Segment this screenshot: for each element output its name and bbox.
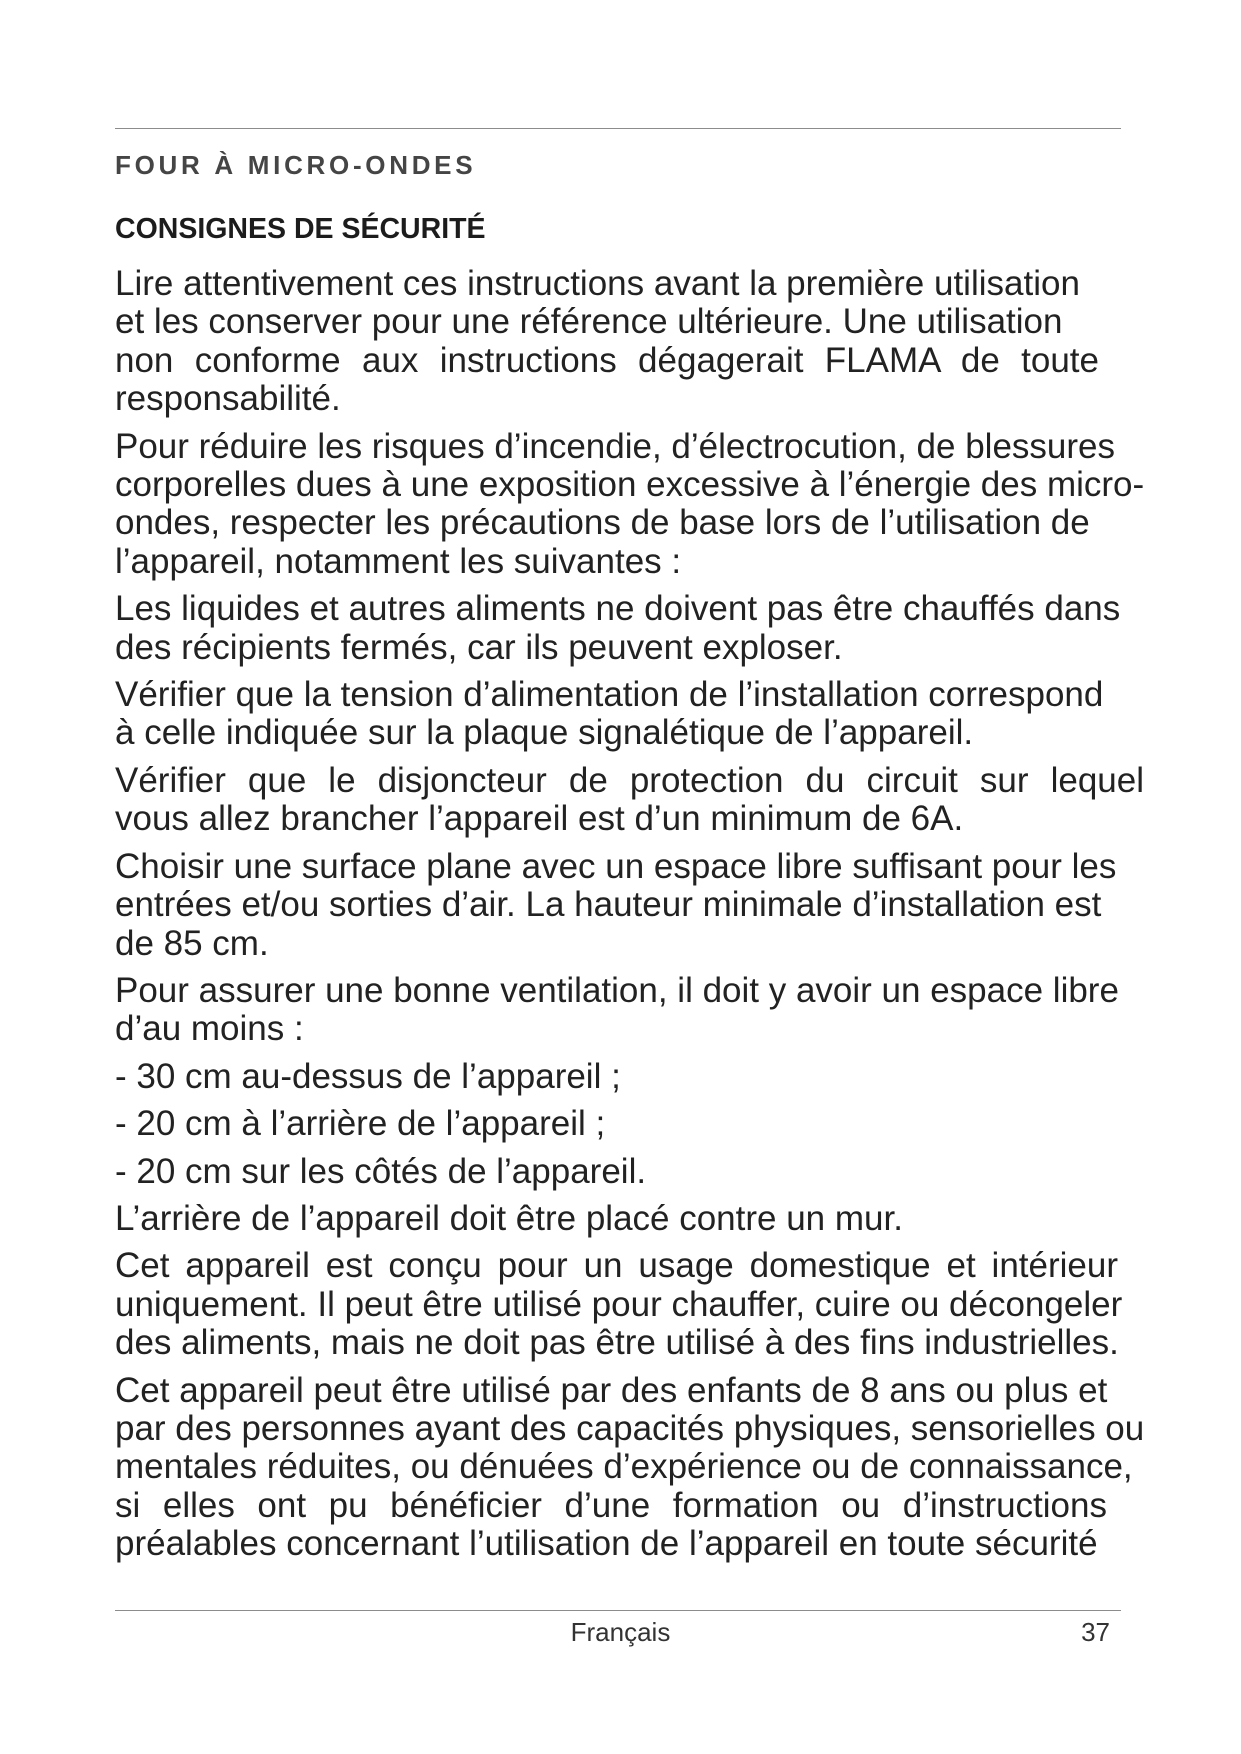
paragraph-domestic-use: [115, 1247, 1215, 1362]
text-line: corporelles dues à une exposition excessive à l’énergie des micro-: [115, 465, 1145, 505]
text-line: mentales réduites, ou dénuées d’expérience ou de connaissance,: [115, 1447, 1133, 1487]
header-rule: [115, 128, 1121, 129]
text-line: L’arrière de l’appareil doit être placé contre un mur.: [115, 1198, 903, 1238]
text-line: à celle indiquée sur la plaque signalétique de l’appareil.: [115, 713, 974, 753]
list-item-clearance-rear: [115, 1105, 1215, 1143]
text-line: - 20 cm sur les côtés de l’appareil.: [115, 1151, 647, 1191]
footer-language: Français: [570, 1617, 671, 1647]
paragraph-reading-instructions: [115, 265, 1215, 419]
paragraph-supply-voltage: [115, 676, 1215, 753]
paragraph-installation-surface: [115, 848, 1215, 963]
text-line: Cet appareil est conçu pour un usage domestique et intérieur: [115, 1246, 1118, 1286]
footer-rule: [115, 1610, 1121, 1611]
text-line: et les conserver pour une référence ultérieure. Une utilisation: [115, 302, 1063, 342]
page-number: 37: [1081, 1617, 1110, 1647]
paragraph-circuit-breaker: [115, 762, 1215, 839]
text-line: Cet appareil peut être utilisé par des enfants de 8 ans ou plus et: [115, 1370, 1108, 1410]
text-line: préalables concernant l’utilisation de l’appareil en toute sécurité: [115, 1524, 1098, 1564]
text-line: - 30 cm au-dessus de l’appareil ;: [115, 1056, 621, 1096]
text-line: Vérifier que la tension d’alimentation de l’installation correspond: [115, 675, 1104, 715]
text-line: vous allez brancher l’appareil est d’un minimum de 6A.: [115, 799, 964, 839]
list-item-clearance-sides: [115, 1153, 1215, 1191]
page-heading: CONSIGNES DE SÉCURITÉ: [115, 213, 486, 245]
text-line: Pour assurer une bonne ventilation, il doit y avoir un espace libre: [115, 970, 1119, 1010]
text-line: responsabilité.: [115, 379, 341, 419]
text-line: - 20 cm à l’arrière de l’appareil ;: [115, 1104, 606, 1144]
text-line: de 85 cm.: [115, 923, 269, 963]
paragraph-closed-containers: [115, 590, 1215, 667]
text-line: si elles ont pu bénéficier d’une formation ou d’instructions: [115, 1485, 1107, 1525]
paragraph-against-wall: [115, 1200, 1215, 1238]
text-line: entrées et/ou sorties d’air. La hauteur minimale d’installation est: [115, 885, 1102, 925]
text-line: non conforme aux instructions dégagerait FLAMA de toute: [115, 340, 1099, 380]
text-line: Choisir une surface plane avec un espace libre suffisant pour les: [115, 846, 1117, 886]
text-line: Vérifier que le disjoncteur de protection du circuit sur lequel: [115, 760, 1144, 800]
text-line: des aliments, mais ne doit pas être utilisé à des fins industrielles.: [115, 1323, 1119, 1363]
list-item-clearance-above: [115, 1058, 1215, 1096]
text-line: des récipients fermés, car ils peuvent exploser.: [115, 627, 843, 667]
text-line: uniquement. Il peut être utilisé pour chauffer, cuire ou décongeler: [115, 1284, 1123, 1324]
paragraph-children-use: [115, 1372, 1215, 1564]
text-line: Lire attentivement ces instructions avant la première utilisation: [115, 264, 1080, 303]
text-line: d’au moins :: [115, 1009, 304, 1049]
text-line: par des personnes ayant des capacités physiques, sensorielles ou: [115, 1408, 1145, 1448]
text-line: l’appareil, notamment les suivantes :: [115, 541, 682, 581]
text-line: Les liquides et autres aliments ne doivent pas être chauffés dans: [115, 589, 1121, 629]
text-line: Pour réduire les risques d’incendie, d’électrocution, de blessures: [115, 426, 1115, 466]
paragraph-ventilation: [115, 972, 1215, 1049]
paragraph-basic-precautions: [115, 428, 1215, 582]
body-text: [115, 265, 1215, 1573]
section-title: FOUR À MICRO-ONDES: [115, 150, 477, 180]
text-line: ondes, respecter les précautions de base lors de l’utilisation de: [115, 503, 1090, 543]
